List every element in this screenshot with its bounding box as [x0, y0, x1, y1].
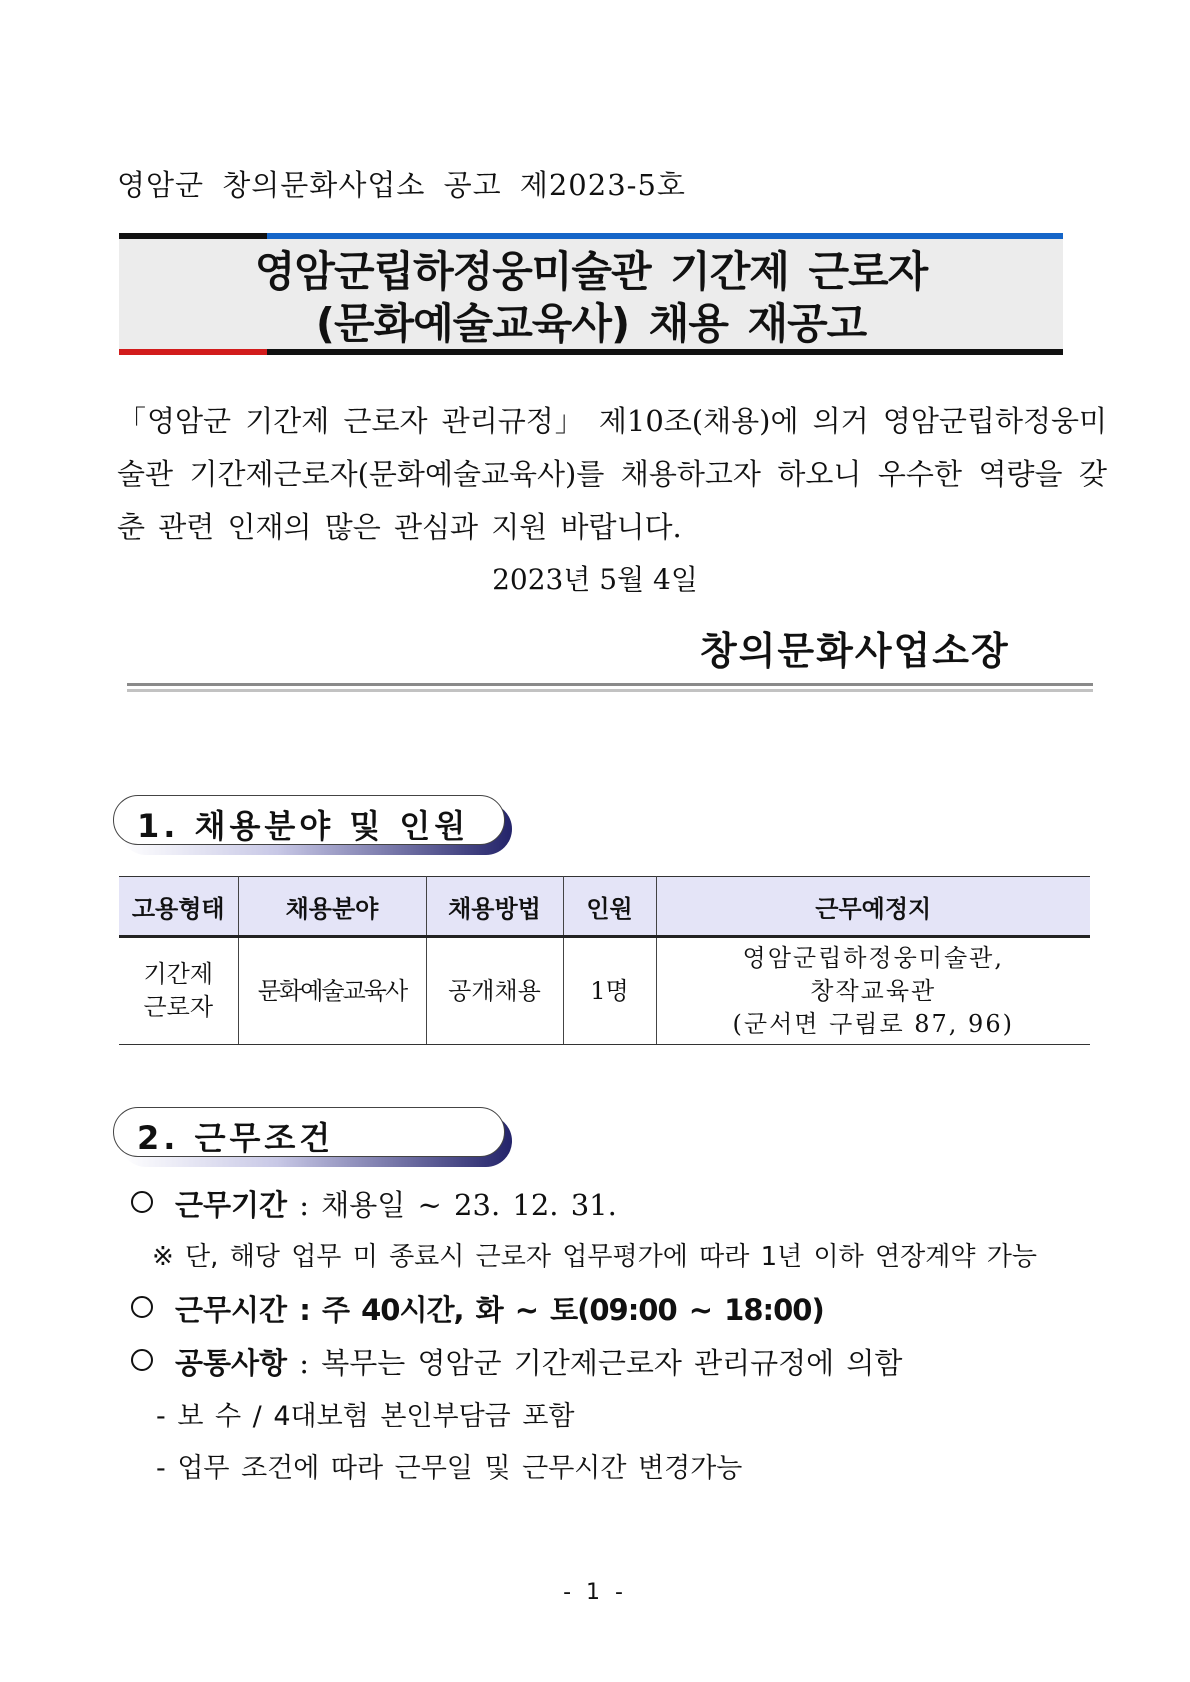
page-title-line2: (문화예술교육사) 채용 재공고: [315, 299, 867, 348]
page-number: - 1 -: [563, 1580, 627, 1605]
employment-type-line2: 근로자: [143, 993, 214, 1021]
section1-header: [113, 795, 513, 855]
common-matters-value: : 복무는 영암군 기간제근로자 관리규정에 의함: [299, 1346, 903, 1380]
title-bottom-bar-black: [267, 349, 1063, 355]
common-item-pay: - 보 수 / 4대보험 본인부담금 포함: [156, 1401, 575, 1432]
location-line1: 영암군립하정웅미술관,: [742, 943, 1004, 972]
section1-heading: 1. 채용분야 및 인원: [137, 807, 470, 845]
notice-number: 영암군 창의문화사업소 공고 제2023-5호: [117, 168, 686, 202]
cell-method: 공개채용: [426, 937, 563, 1045]
divider-line: [127, 683, 1093, 686]
location-line3: (군서면 구림로 87, 96): [732, 1009, 1014, 1038]
table-row: [119, 937, 1090, 1045]
cell-location: [656, 937, 1090, 1045]
col-header-method: 채용방법: [426, 877, 563, 937]
work-hours-value: : 주 40시간, 화 ~ 토(09:00 ~ 18:00): [299, 1293, 824, 1327]
col-header-field: 채용분야: [238, 877, 426, 937]
common-item-schedule: - 업무 조건에 따라 근무일 및 근무시간 변경가능: [156, 1453, 743, 1484]
common-matters-line: [127, 1341, 902, 1382]
col-header-employment-type: 고용형태: [119, 877, 238, 937]
notice-date: 2023년 5월 4일: [492, 563, 698, 596]
work-period-value: : 채용일 ~ 23. 12. 31.: [299, 1188, 617, 1222]
work-hours-line: [127, 1288, 824, 1329]
divider-line-shadow: [127, 689, 1093, 692]
work-period-note: ※ 단, 해당 업무 미 종료시 근로자 업무평가에 따라 1년 이하 연장계약 가능: [152, 1242, 1038, 1272]
signer-name: 창의문화사업소장: [700, 628, 1010, 673]
title-banner: [119, 233, 1063, 355]
circle-bullet-icon: [131, 1296, 153, 1318]
circle-bullet-icon: [131, 1191, 153, 1213]
cell-count: 1명: [563, 937, 656, 1045]
location-line2: 창작교육관: [810, 976, 937, 1005]
work-period-label: 근무기간: [175, 1188, 288, 1222]
col-header-count: 인원: [563, 877, 656, 937]
work-period-line: [127, 1183, 617, 1224]
col-header-location: 근무예정지: [656, 877, 1090, 937]
page-title-line1: 영암군립하정웅미술관 기간제 근로자: [254, 247, 928, 296]
recruitment-table: [119, 876, 1090, 1045]
title-bottom-bar-red: [119, 349, 267, 355]
section2-heading: 2. 근무조건: [137, 1119, 335, 1157]
section2-header: [113, 1107, 513, 1167]
work-hours-label: 근무시간: [175, 1293, 288, 1327]
cell-field: 문화예술교육사: [238, 937, 426, 1045]
cell-employment-type: [119, 937, 238, 1045]
intro-paragraph: 「영암군 기간제 근로자 관리규정」 제10조(채용)에 의거 영암군립하정웅미술관 기간제근로자(문화예술교육사)를 채용하고자 하오니 우수한 역량을 갖춘 관련 인재의 많은 관심과 지원 바랍니다.: [117, 404, 1107, 544]
employment-type-line1: 기간제: [143, 960, 214, 988]
common-matters-label: 공통사항: [175, 1346, 288, 1380]
circle-bullet-icon: [131, 1349, 153, 1371]
table-header-row: [119, 877, 1090, 937]
